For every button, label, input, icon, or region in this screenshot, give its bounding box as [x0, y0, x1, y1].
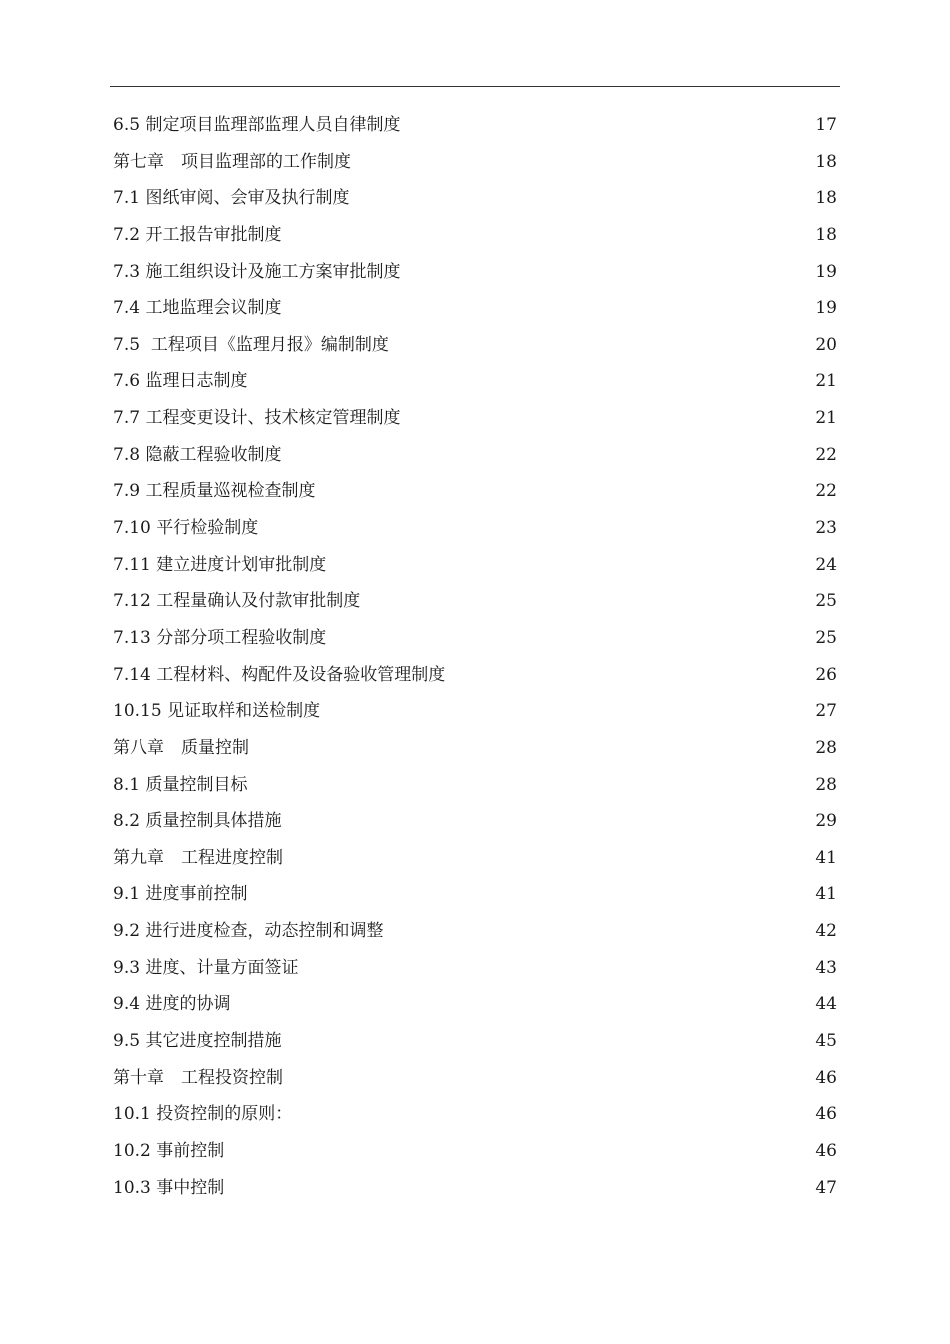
toc-entry[interactable] [113, 363, 837, 400]
toc-entry-title: 9.1 进度事前控制 [113, 884, 248, 905]
toc-entry-title: 10.2 事前控制 [113, 1140, 225, 1161]
toc-entry-title: 7.7 工程变更设计、技术核定管理制度 [113, 408, 401, 429]
header-rule [110, 86, 840, 87]
toc-entry[interactable] [113, 767, 837, 804]
toc-entry-title: 7.12 工程量确认及付款审批制度 [113, 591, 361, 612]
toc-entry-page: 20 [815, 334, 837, 355]
toc-entry[interactable] [113, 803, 837, 840]
toc-entry-page: 45 [815, 1031, 837, 1052]
toc-entry-page: 46 [815, 1140, 837, 1161]
toc-entry-page: 22 [815, 444, 837, 465]
toc-entry[interactable] [113, 1023, 837, 1060]
toc-entry-title: 7.9 工程质量巡视检查制度 [113, 481, 316, 502]
toc-entry-page: 25 [815, 591, 837, 612]
toc-entry[interactable] [113, 840, 837, 877]
toc-entry[interactable] [113, 254, 837, 291]
toc-entry-page: 17 [815, 115, 837, 135]
toc-entry-title: 10.3 事中控制 [113, 1177, 225, 1198]
toc-entry-title: 8.1 质量控制目标 [113, 774, 248, 795]
toc-entry[interactable] [113, 180, 837, 217]
toc-entry-title: 7.2 开工报告审批制度 [113, 224, 282, 245]
toc-entry[interactable] [113, 1133, 837, 1170]
toc-entry-page: 42 [815, 921, 837, 942]
toc-entry-page: 18 [815, 224, 837, 245]
toc-entry[interactable] [113, 986, 837, 1023]
toc-entry-title: 7.3 施工组织设计及施工方案审批制度 [113, 261, 401, 282]
toc-entry[interactable] [113, 473, 837, 510]
toc-entry[interactable] [113, 547, 837, 584]
toc-entry[interactable] [113, 730, 837, 767]
toc-entry-page: 28 [815, 774, 837, 795]
toc-entry[interactable] [113, 217, 837, 254]
toc-entry-title: 7.11 建立进度计划审批制度 [113, 554, 327, 575]
toc-entry-title: 第九章 工程进度控制 [113, 847, 283, 868]
toc-entry[interactable] [113, 327, 837, 364]
toc-entry[interactable] [113, 657, 837, 694]
toc-entry-page: 18 [815, 151, 837, 172]
toc-entry-title: 8.2 质量控制具体措施 [113, 811, 282, 832]
toc-entry-page: 26 [815, 664, 837, 685]
toc-entry-page: 46 [815, 1104, 837, 1125]
toc-entry[interactable] [113, 1096, 837, 1133]
toc-entry[interactable] [113, 1170, 837, 1207]
toc-entry-title: 9.5 其它进度控制措施 [113, 1031, 282, 1052]
toc-entry[interactable] [113, 620, 837, 657]
toc-entry-title: 7.14 工程材料、构配件及设备验收管理制度 [113, 664, 446, 685]
toc-entry[interactable] [113, 583, 837, 620]
toc-entry-title: 7.4 工地监理会议制度 [113, 298, 282, 319]
toc-entry-title: 7.1 图纸审阅、会审及执行制度 [113, 188, 350, 209]
toc-entry-title: 7.6 监理日志制度 [113, 371, 248, 392]
toc-entry-title: 9.4 进度的协调 [113, 994, 231, 1015]
toc-entry[interactable] [113, 950, 837, 987]
toc-entry-page: 29 [815, 811, 837, 832]
toc-entry-title: 第十章 工程投资控制 [113, 1067, 283, 1088]
toc-entry-page: 27 [815, 701, 837, 722]
toc-entry-title: 7.13 分部分项工程验收制度 [113, 627, 327, 648]
toc-entry[interactable] [113, 400, 837, 437]
toc-entry-page: 23 [815, 518, 837, 539]
toc-entry[interactable] [113, 437, 837, 474]
toc-entry-title: 6.5 制定项目监理部监理人员自律制度 [113, 115, 401, 135]
toc-entry-title: 7.8 隐蔽工程验收制度 [113, 444, 282, 465]
toc-entry[interactable] [113, 510, 837, 547]
toc-entry[interactable] [113, 1060, 837, 1097]
toc-entry-page: 41 [815, 847, 837, 868]
toc-entry-page: 19 [815, 298, 837, 319]
toc-entry-title: 第七章 项目监理部的工作制度 [113, 151, 351, 172]
toc-entry-page: 46 [815, 1067, 837, 1088]
toc-entry-title: 第八章 质量控制 [113, 737, 249, 758]
table-of-contents [113, 107, 837, 1206]
toc-entry-page: 25 [815, 627, 837, 648]
toc-entry[interactable] [113, 913, 837, 950]
toc-entry-page: 21 [815, 371, 837, 392]
toc-entry-page: 28 [815, 737, 837, 758]
toc-entry-page: 18 [815, 188, 837, 209]
toc-entry-title: 10.1 投资控制的原则： [113, 1104, 293, 1125]
toc-entry-page: 41 [815, 884, 837, 905]
toc-entry-title: 9.2 进行进度检查，动态控制和调整 [113, 921, 384, 942]
toc-entry-page: 43 [815, 957, 837, 978]
toc-entry-page: 19 [815, 261, 837, 282]
toc-entry[interactable] [113, 290, 837, 327]
toc-entry[interactable] [113, 693, 837, 730]
toc-entry-title: 7.10 平行检验制度 [113, 518, 259, 539]
toc-entry[interactable] [113, 144, 837, 181]
toc-entry-page: 24 [815, 554, 837, 575]
toc-entry-page: 47 [815, 1177, 837, 1198]
toc-entry[interactable] [113, 107, 837, 144]
toc-entry-page: 44 [815, 994, 837, 1015]
toc-entry-page: 21 [815, 408, 837, 429]
toc-entry-title: 10.15 见证取样和送检制度 [113, 701, 321, 722]
toc-entry[interactable] [113, 876, 837, 913]
toc-entry-page: 22 [815, 481, 837, 502]
toc-entry-title: 7.5 工程项目《监理月报》编制制度 [113, 334, 389, 355]
toc-entry-title: 9.3 进度、计量方面签证 [113, 957, 299, 978]
